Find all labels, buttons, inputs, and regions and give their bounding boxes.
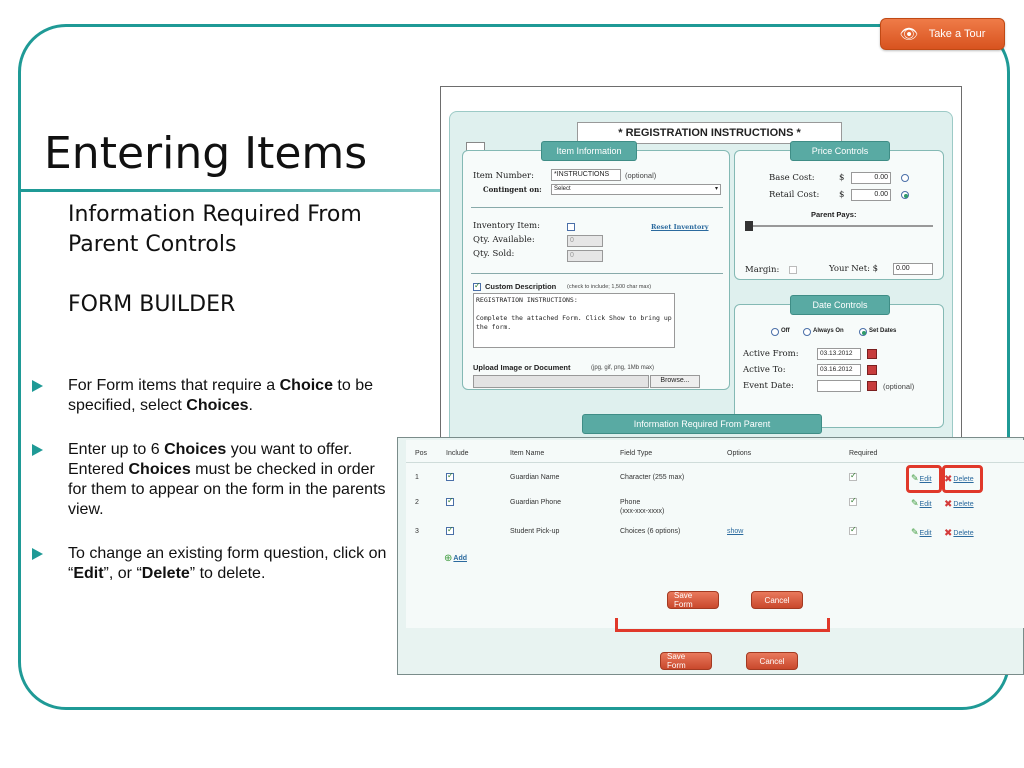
custom-description-note: (check to include; 1,500 char max) (567, 284, 652, 290)
eye-icon: 👁 (899, 26, 919, 43)
item-number-label: Item Number: (473, 171, 534, 181)
active-from-input[interactable]: 03.13.2012 (817, 348, 861, 360)
save-form-button[interactable]: Save Form (667, 591, 719, 609)
retail-cost-currency: $ (839, 190, 845, 200)
row-pos: 1 (415, 474, 419, 481)
bullet-item: For Form items that require a Choice to be specified, select Choices. (32, 376, 397, 416)
add-question-button[interactable]: ⊕ Add (444, 553, 467, 564)
calendar-icon[interactable] (867, 381, 877, 391)
edit-button[interactable]: ✎ Edit (911, 528, 932, 538)
margin-label: Margin: (745, 265, 780, 275)
retail-cost-input[interactable]: 0.00 (851, 189, 891, 201)
row-include-checkbox[interactable] (446, 498, 454, 506)
slide-subtitle (68, 200, 398, 320)
upload-label: Upload Image or Document (473, 363, 571, 372)
row-item-name: Student Pick-up (510, 528, 560, 535)
custom-description-checkbox[interactable] (473, 283, 481, 291)
reset-inventory-link[interactable]: Reset Inventory (651, 223, 709, 231)
edit-button[interactable]: ✎ Edit (911, 499, 932, 509)
qty-sold-input[interactable]: 0 (567, 250, 603, 262)
base-cost-currency: $ (839, 173, 845, 183)
base-cost-input[interactable]: 0.00 (851, 172, 891, 184)
row-required-checkbox[interactable] (849, 473, 857, 481)
bullet-arrow-icon (32, 548, 43, 560)
column-header-field-type: Field Type (620, 450, 653, 457)
plus-circle-icon: ⊕ (444, 553, 453, 564)
registration-title: * REGISTRATION INSTRUCTIONS * (577, 122, 842, 144)
date-set-dates-label: Set Dates (869, 328, 897, 334)
calendar-icon[interactable] (867, 349, 877, 359)
cancel-button-bottom[interactable]: Cancel (746, 652, 798, 670)
inventory-item-label: Inventory Item: (473, 221, 540, 231)
form-builder-overlay (397, 437, 1024, 675)
row-field-type: Phone (620, 499, 641, 506)
row-include-checkbox[interactable] (446, 527, 454, 535)
pencil-icon: ✎ (911, 528, 919, 538)
pencil-icon: ✎ (911, 474, 919, 484)
item-information-tab: Item Information (541, 141, 637, 161)
edit-highlight (906, 465, 942, 493)
retail-cost-label: Retail Cost: (769, 190, 820, 200)
qty-available-label: Qty. Available: (473, 235, 535, 245)
your-net-label: Your Net: $ (829, 264, 879, 274)
custom-description-label: Custom Description (485, 282, 557, 291)
browse-button[interactable]: Browse... (650, 375, 700, 388)
delete-x-icon: ✖ (944, 474, 953, 485)
date-always-on-radio[interactable] (803, 328, 811, 336)
date-controls-panel (734, 300, 944, 428)
bullet-arrow-icon (32, 444, 43, 456)
row-item-name: Guardian Phone (510, 499, 561, 506)
delete-highlight (942, 465, 983, 493)
calendar-icon[interactable] (867, 365, 877, 375)
delete-button[interactable]: ✖ Delete (944, 474, 974, 485)
row-field-type-format: (xxx-xxx-xxxx) (620, 508, 665, 515)
bullet-arrow-icon (32, 380, 43, 392)
slide-title: Entering Items (44, 128, 368, 179)
parent-pays-slider-handle[interactable] (745, 221, 753, 231)
subtitle-line-2: FORM BUILDER (68, 292, 236, 317)
item-information-panel (462, 146, 730, 390)
cancel-button[interactable]: Cancel (751, 591, 803, 609)
delete-button[interactable]: ✖ Delete (944, 528, 974, 539)
chevron-down-icon: ▾ (714, 186, 718, 192)
take-a-tour-label: Take a Tour (928, 28, 986, 40)
row-required-checkbox[interactable] (849, 498, 857, 506)
row-field-type: Character (255 max) (620, 474, 685, 481)
event-date-input[interactable] (817, 380, 861, 392)
date-always-on-label: Always On (813, 328, 844, 334)
event-date-label: Event Date: (743, 381, 794, 391)
subtitle-line-1: Information Required From Parent Controls (68, 202, 362, 257)
qty-available-input[interactable]: 0 (567, 235, 603, 247)
price-controls-panel (734, 146, 944, 280)
date-controls-tab: Date Controls (790, 295, 890, 315)
title-divider (20, 189, 440, 192)
inventory-item-checkbox[interactable] (567, 223, 575, 231)
custom-description-textarea[interactable]: REGISTRATION INSTRUCTIONS: Complete the attached Form. Click Show to bring up the form. (473, 293, 675, 348)
highlight-bracket (615, 618, 830, 632)
item-number-optional: (optional) (625, 171, 657, 180)
column-header-pos: Pos (415, 450, 428, 457)
parent-pays-slider-track[interactable] (745, 225, 933, 227)
base-cost-label: Base Cost: (769, 173, 815, 183)
pencil-icon: ✎ (911, 499, 919, 509)
event-date-optional: (optional) (883, 382, 915, 391)
active-from-label: Active From: (743, 349, 799, 359)
your-net-input[interactable]: 0.00 (893, 263, 933, 275)
margin-checkbox[interactable] (789, 266, 797, 274)
delete-x-icon: ✖ (944, 528, 953, 539)
bullet-list (32, 376, 397, 608)
date-off-radio[interactable] (771, 328, 779, 336)
bullet-item: To change an existing form question, click on “Edit”, or “Delete” to delete. (32, 544, 397, 584)
upload-file-input[interactable] (473, 375, 649, 388)
bullet-item: Enter up to 6 Choices you want to offer. Entered Choices must be checked in order for them to appear on the form in the parents view. (32, 440, 397, 520)
divider (471, 207, 723, 208)
qty-sold-label: Qty. Sold: (473, 249, 515, 259)
row-pos: 2 (415, 499, 419, 506)
item-number-input[interactable]: *INSTRUCTIONS (551, 169, 621, 181)
column-header-options: Options (727, 450, 752, 457)
row-pos: 3 (415, 528, 419, 535)
save-form-button-bottom[interactable]: Save Form (660, 652, 712, 670)
table-divider (406, 462, 1024, 463)
price-controls-tab: Price Controls (790, 141, 890, 161)
date-off-label: Off (781, 328, 790, 334)
take-a-tour-button[interactable] (880, 18, 1005, 50)
column-header-include: Include (446, 450, 469, 457)
contingent-select[interactable]: Select ▾ (551, 184, 721, 195)
column-header-item-name: Item Name (510, 450, 545, 457)
delete-button[interactable]: ✖ Delete (944, 499, 974, 510)
form-questions-table (406, 440, 1024, 628)
parent-pays-label: Parent Pays: (811, 210, 857, 219)
column-header-required: Required (849, 450, 878, 457)
base-cost-radio[interactable] (901, 174, 909, 182)
show-options-link[interactable]: show (727, 528, 744, 535)
date-set-dates-radio[interactable] (859, 328, 867, 336)
row-field-type: Choices (6 options) (620, 528, 681, 535)
row-include-checkbox[interactable] (446, 473, 454, 481)
contingent-label: Contingent on: (483, 185, 542, 194)
active-to-label: Active To: (743, 365, 786, 375)
row-item-name: Guardian Name (510, 474, 560, 481)
edit-button[interactable]: ✎ Edit (911, 474, 932, 484)
active-to-input[interactable]: 03.16.2012 (817, 364, 861, 376)
information-required-tab: Information Required From Parent (582, 414, 822, 434)
retail-cost-radio[interactable] (901, 191, 909, 199)
delete-x-icon: ✖ (944, 499, 953, 510)
row-required-checkbox[interactable] (849, 527, 857, 535)
divider (471, 273, 723, 274)
upload-note: (jpg, gif, png, 1Mb max) (591, 365, 655, 371)
